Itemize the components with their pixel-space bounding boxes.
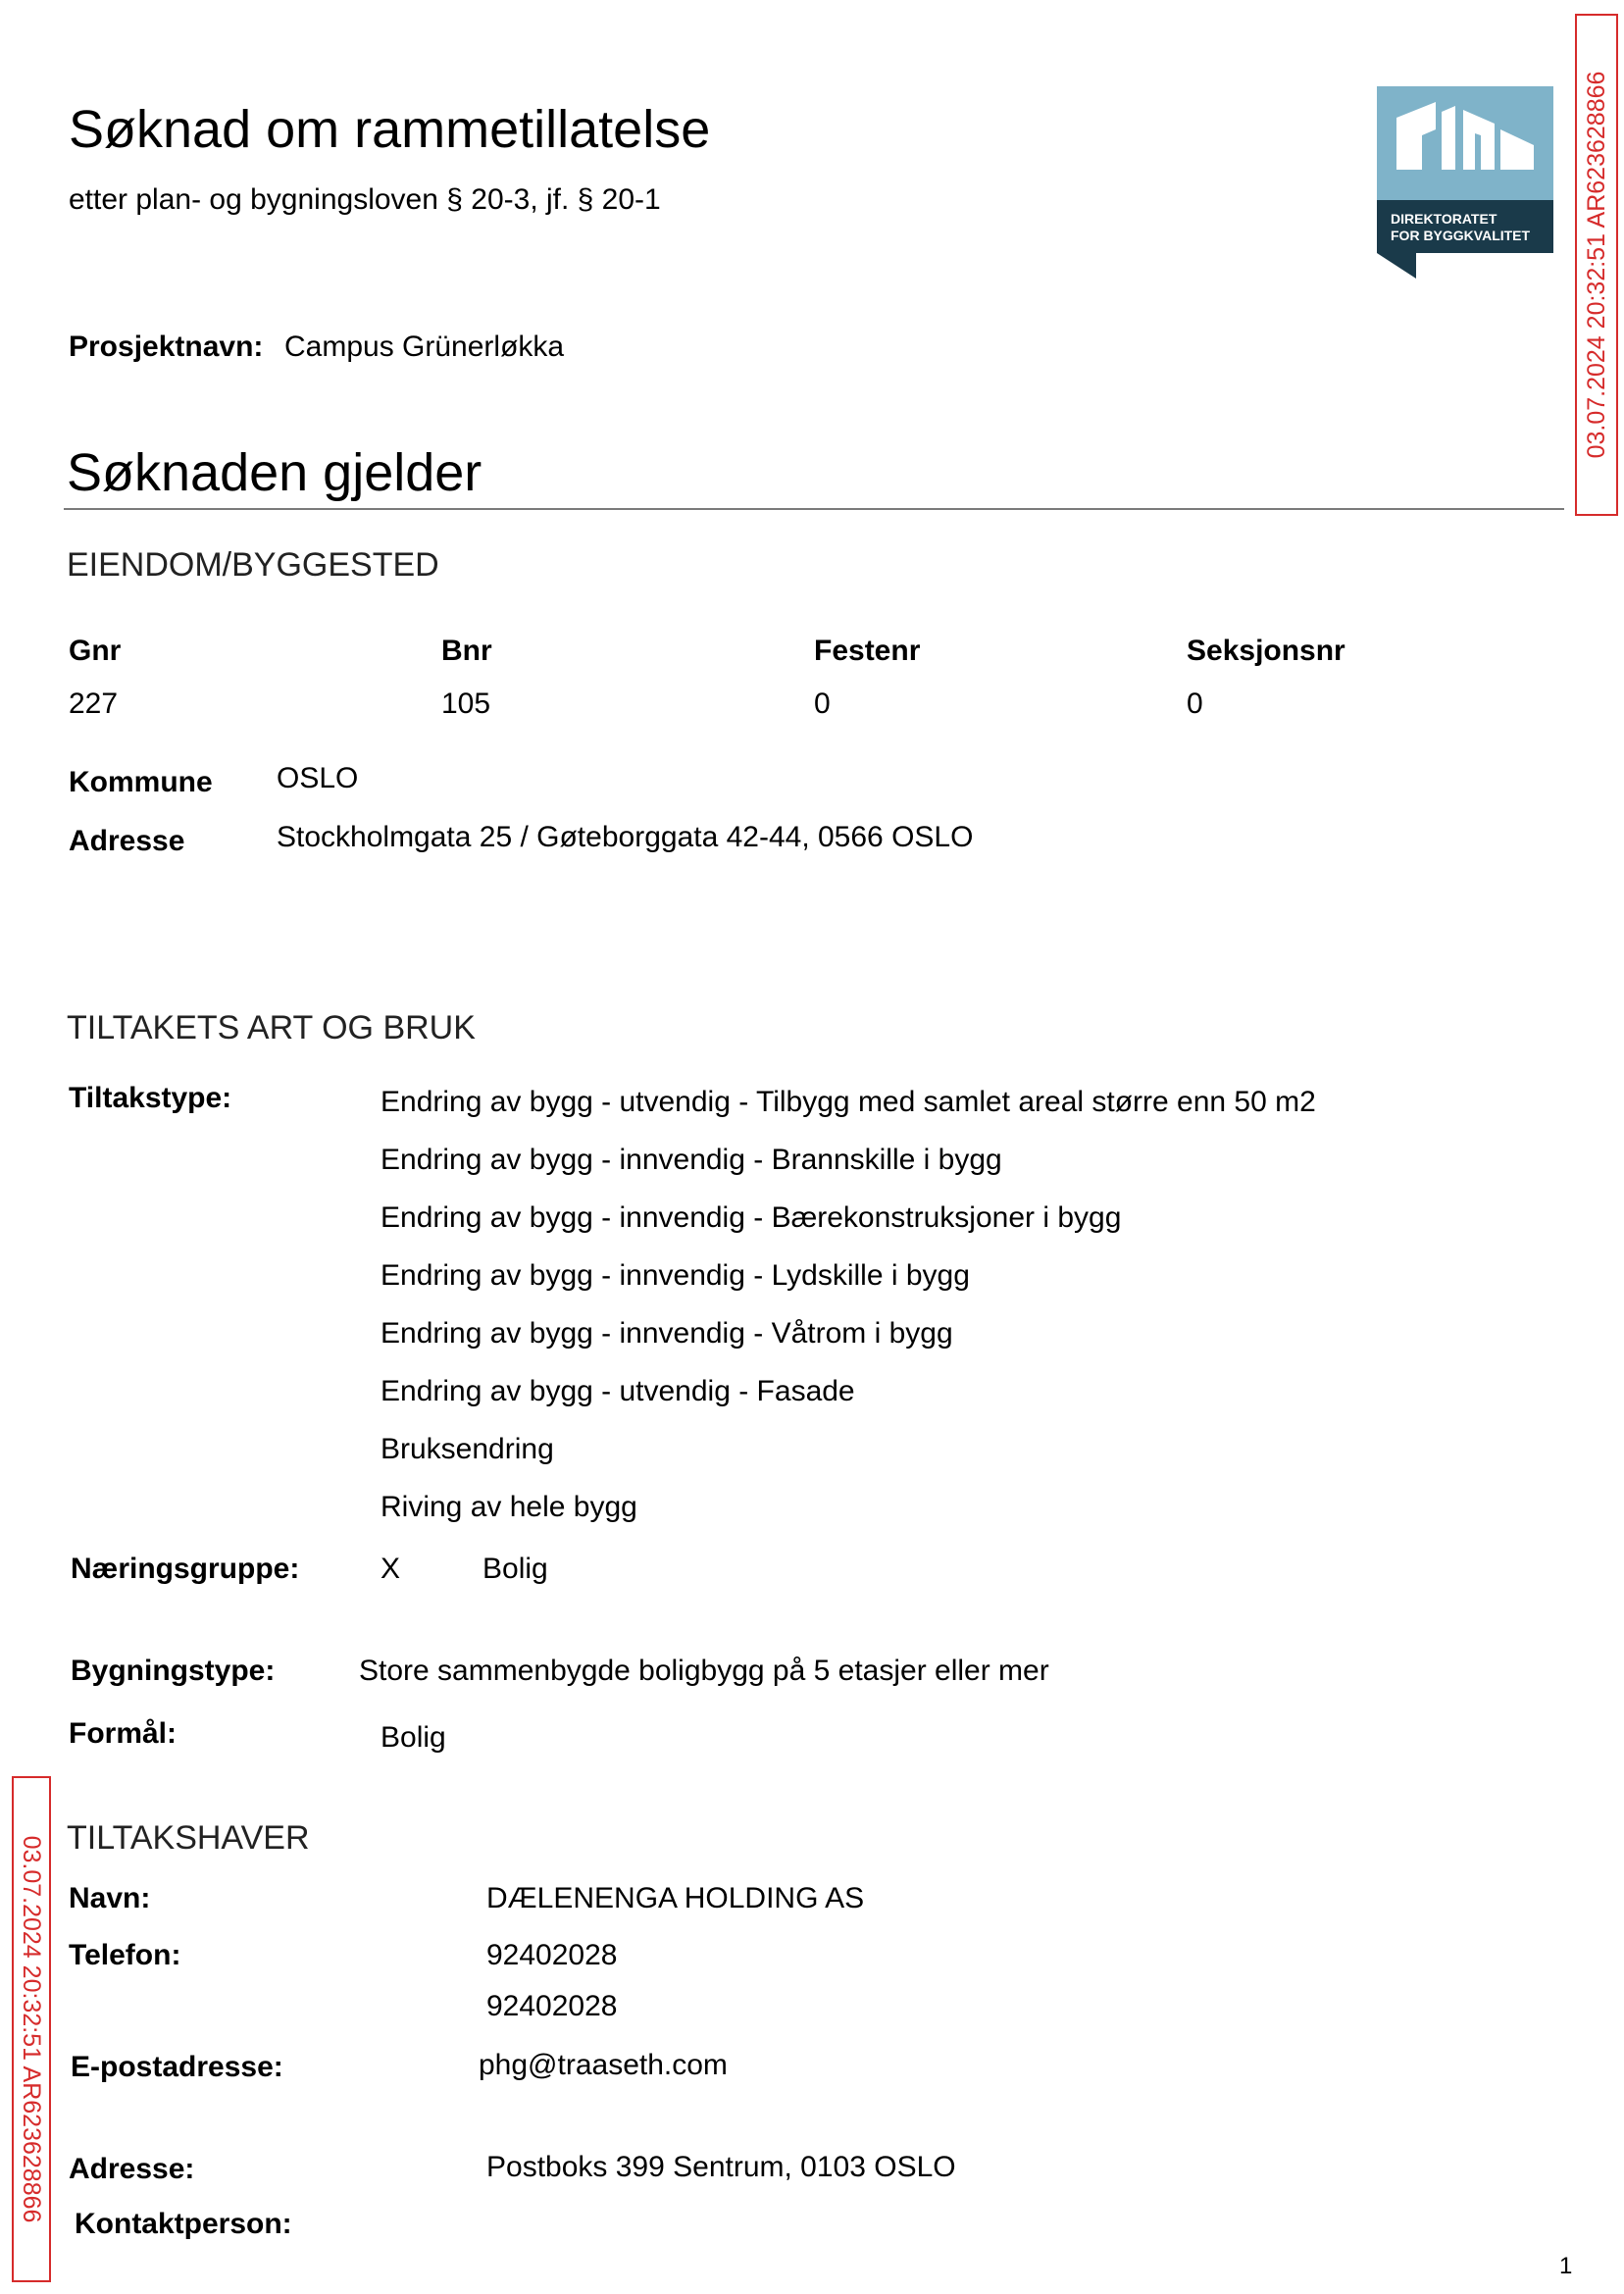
owner-email-label: E-postadresse: [71, 2051, 283, 2083]
measure-type-label: Tiltakstype: [69, 1082, 232, 1114]
measure-heading: TILTAKETS ART OG BRUK [67, 1009, 476, 1046]
purpose-value: Bolig [381, 1721, 446, 1754]
bnr-label: Bnr [441, 635, 492, 667]
logo-text-line2: FOR BYGGKVALITET [1391, 228, 1531, 243]
festenr-label: Festenr [814, 635, 921, 667]
festenr-value: 0 [814, 688, 831, 720]
kommune-value: OSLO [277, 762, 359, 794]
owner-phone-1: 92402028 [486, 1939, 618, 1971]
page-number: 1 [1559, 2253, 1573, 2279]
industry-label: Næringsgruppe: [71, 1553, 300, 1585]
archive-stamp-top [1575, 14, 1618, 516]
owner-phone-label: Telefon: [69, 1939, 181, 1971]
owner-address-label: Adresse: [69, 2153, 195, 2185]
logo-text-line1: DIREKTORATET [1391, 211, 1497, 227]
adresse-value: Stockholmgata 25 / Gøteborggata 42-44, 0566 OSLO [277, 821, 974, 853]
gnr-value: 227 [69, 688, 119, 720]
property-heading: EIENDOM/BYGGESTED [67, 546, 439, 584]
dibk-logo [1377, 86, 1553, 279]
owner-contact-label: Kontaktperson: [75, 2208, 292, 2240]
archive-stamp-bottom [12, 1776, 51, 2282]
kommune-label: Kommune [69, 766, 213, 798]
measure-type-item: Bruksendring [381, 1433, 554, 1465]
industry-value: Bolig [482, 1553, 548, 1585]
document-title: Søknad om rammetillatelse [69, 100, 711, 159]
owner-phone-2: 92402028 [486, 1990, 618, 2022]
project-name-label: Prosjektnavn: [69, 331, 264, 363]
owner-name-label: Navn: [69, 1882, 151, 1914]
measure-type-item: Endring av bygg - innvendig - Brannskille i bygg [381, 1144, 1002, 1176]
section-divider [64, 508, 1564, 510]
purpose-label: Formål: [69, 1717, 178, 1750]
measure-type-item: Endring av bygg - utvendig - Tilbygg med samlet areal større enn 50 m2 [381, 1086, 1316, 1118]
bnr-value: 105 [441, 688, 491, 720]
industry-code: X [381, 1553, 401, 1585]
measure-type-item: Riving av hele bygg [381, 1491, 637, 1523]
owner-name-value: DÆLENENGA HOLDING AS [486, 1882, 865, 1914]
section-heading: Søknaden gjelder [67, 443, 482, 502]
building-type-label: Bygningstype: [71, 1655, 276, 1687]
measure-type-item: Endring av bygg - innvendig - Våtrom i bygg [381, 1317, 953, 1350]
building-type-value: Store sammenbygde boligbygg på 5 etasjer eller mer [359, 1655, 1049, 1687]
measure-type-item: Endring av bygg - utvendig - Fasade [381, 1375, 855, 1407]
stamp-text: 03.07.2024 20:32:51 AR623628866 [18, 1835, 45, 2223]
measure-type-item: Endring av bygg - innvendig - Bærekonstruksjoner i bygg [381, 1201, 1122, 1234]
document-subtitle: etter plan- og bygningsloven § 20-3, jf. § 20-1 [69, 183, 661, 216]
adresse-label: Adresse [69, 825, 185, 857]
owner-email-value: phg@traaseth.com [479, 2049, 728, 2081]
stamp-text: 03.07.2024 20:32:51 AR623628866 [1583, 71, 1610, 459]
owner-heading: TILTAKSHAVER [67, 1819, 310, 1857]
measure-type-item: Endring av bygg - innvendig - Lydskille i bygg [381, 1259, 970, 1292]
seksjonsnr-value: 0 [1187, 688, 1203, 720]
gnr-label: Gnr [69, 635, 122, 667]
owner-address-value: Postboks 399 Sentrum, 0103 OSLO [486, 2151, 956, 2183]
project-name-value: Campus Grünerløkka [284, 331, 565, 363]
seksjonsnr-label: Seksjonsnr [1187, 635, 1345, 667]
